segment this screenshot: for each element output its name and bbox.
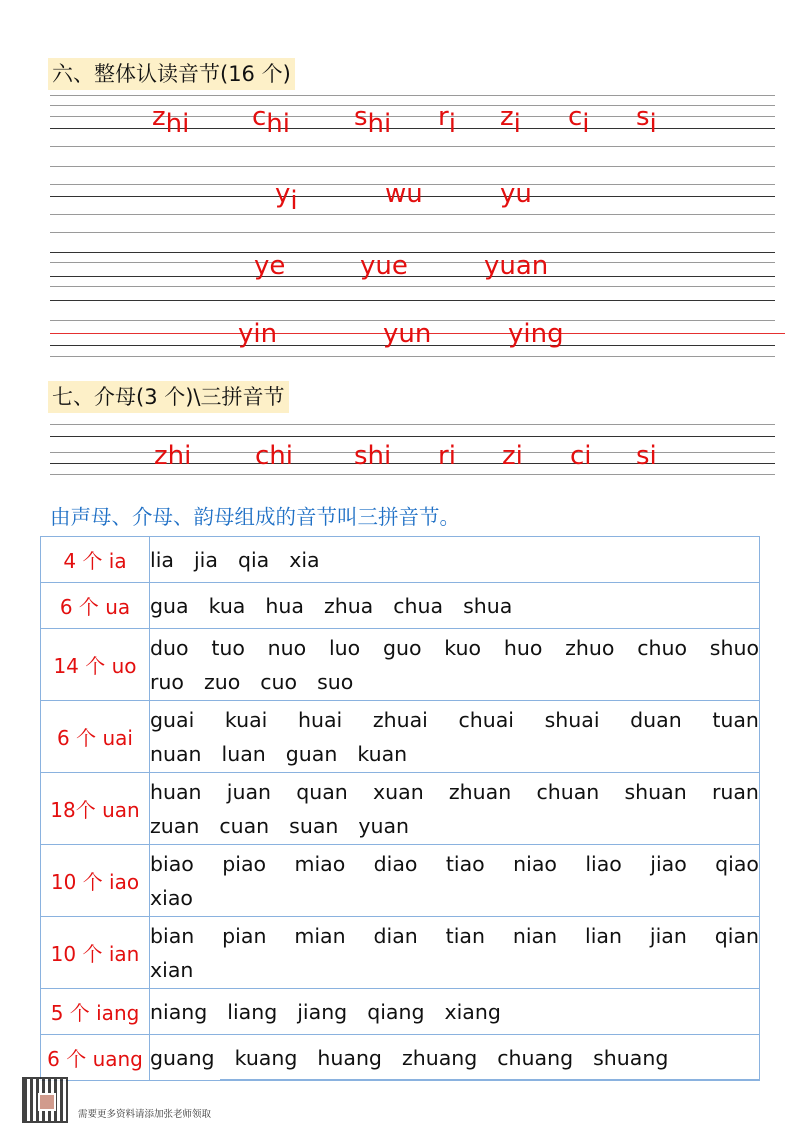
- syllable: pian: [222, 923, 267, 948]
- syllable: si: [636, 102, 657, 139]
- syllable-line: [150, 881, 759, 915]
- syllable-line: [150, 589, 759, 623]
- syllable: xuan: [373, 779, 424, 804]
- syllable: niang: [150, 999, 208, 1024]
- syllable: cuo: [260, 669, 298, 694]
- table-row: [41, 845, 760, 917]
- row-syllables: [150, 917, 760, 989]
- section-6-heading: 六、整体认读音节(16 个): [48, 58, 295, 90]
- syllable: zhi: [154, 441, 192, 471]
- syllable: nian: [512, 923, 558, 948]
- syllable: tuo: [211, 635, 245, 660]
- syllable: ye: [254, 251, 286, 281]
- syllable: shuang: [593, 1045, 669, 1070]
- syllable: chuai: [458, 707, 514, 732]
- syllable: jia: [193, 547, 218, 572]
- syllable: zhuo: [565, 635, 615, 660]
- syllable: ci: [570, 441, 592, 471]
- syllable: yue: [360, 251, 408, 281]
- syllable: kuo: [444, 635, 482, 660]
- table-row: [41, 1035, 760, 1081]
- row-syllables: [150, 845, 760, 917]
- syllable: guo: [382, 635, 422, 660]
- table-row: [41, 629, 760, 701]
- syllable: huan: [150, 779, 202, 804]
- syllable: kuai: [224, 707, 268, 732]
- syllable: tian: [445, 923, 485, 948]
- syllable: lia: [150, 547, 174, 572]
- syllable-line: [150, 665, 759, 699]
- syllable: kua: [208, 593, 246, 618]
- syllable: nuo: [267, 635, 307, 660]
- row-label: 18个 uan: [41, 773, 150, 845]
- syllable: shuo: [709, 635, 759, 660]
- syllable: chua: [393, 593, 444, 618]
- syllable: diao: [373, 851, 418, 876]
- syllable: guang: [150, 1045, 215, 1070]
- qr-code-icon: [22, 1077, 68, 1123]
- syllable: dian: [373, 923, 418, 948]
- row-syllables: [150, 583, 760, 629]
- syllable: chi: [252, 102, 290, 139]
- syllable: chuan: [536, 779, 600, 804]
- syllable: qiang: [367, 999, 425, 1024]
- syllable: jian: [649, 923, 687, 948]
- syllable: zhuai: [372, 707, 428, 732]
- syllable: chuang: [497, 1045, 574, 1070]
- syllable: duo: [150, 635, 189, 660]
- syllable: piao: [222, 851, 267, 876]
- syllable-line: [150, 953, 759, 987]
- row-label: 10 个 iao: [41, 845, 150, 917]
- syllable-line: [150, 737, 759, 771]
- syllable: luan: [221, 741, 266, 766]
- syllable: tuan: [712, 707, 759, 732]
- syllable: jiang: [297, 999, 348, 1024]
- syllable: bian: [150, 923, 195, 948]
- syllable: zhi: [152, 102, 190, 139]
- syllable: ying: [508, 319, 564, 349]
- syllable: shuan: [624, 779, 687, 804]
- syllable-line: [150, 703, 759, 737]
- table-row: [41, 773, 760, 845]
- row-syllables: [150, 629, 760, 701]
- syllable: huang: [317, 1045, 382, 1070]
- row-syllables: [150, 773, 760, 845]
- syllable: shuai: [544, 707, 600, 732]
- syllable: quan: [296, 779, 348, 804]
- syllable: liang: [227, 999, 278, 1024]
- syllable: suan: [289, 813, 339, 838]
- syllable: zi: [500, 102, 521, 139]
- row-label: 14 个 uo: [41, 629, 150, 701]
- syllable: wu: [385, 179, 423, 209]
- row-label: 6 个 uai: [41, 701, 150, 773]
- table-bottom-line: [220, 1079, 760, 1080]
- syllable: ri: [438, 441, 456, 471]
- syllable-line: [150, 1041, 759, 1075]
- syllable: ruo: [150, 669, 184, 694]
- syllable: chi: [255, 441, 293, 471]
- table-row: [41, 537, 760, 583]
- syllable: guan: [285, 741, 338, 766]
- syllable-line: [150, 995, 759, 1029]
- syllable: yuan: [484, 251, 549, 281]
- syllable: zhuang: [401, 1045, 478, 1070]
- syllable: zuo: [203, 669, 241, 694]
- table-row: [41, 989, 760, 1035]
- syllable: zuan: [150, 813, 200, 838]
- syllable: shi: [354, 441, 392, 471]
- row-label: 10 个 ian: [41, 917, 150, 989]
- section-7-heading: 七、介母(3 个)\三拼音节: [48, 381, 289, 413]
- syllable-table: [40, 536, 760, 1081]
- syllable-line: [150, 631, 759, 665]
- syllable-line: [150, 919, 759, 953]
- syllable: luo: [328, 635, 361, 660]
- row-label: 4 个 ia: [41, 537, 150, 583]
- syllable: chuo: [637, 635, 688, 660]
- syllable: zi: [502, 441, 523, 471]
- syllable: qiao: [715, 851, 759, 876]
- syllable: lian: [585, 923, 622, 948]
- syllable: ruan: [711, 779, 759, 804]
- row-label: 5 个 iang: [41, 989, 150, 1035]
- row-syllables: [150, 1035, 760, 1081]
- syllable: suo: [317, 669, 354, 694]
- syllable: tiao: [445, 851, 485, 876]
- syllable-line: [150, 809, 759, 843]
- syllable: yuan: [358, 813, 410, 838]
- syllable-line: [150, 775, 759, 809]
- footer-text: 需要更多资料请添加张老师领取: [78, 1109, 212, 1120]
- syllable: xia: [289, 547, 320, 572]
- syllable: biao: [150, 851, 194, 876]
- syllable: zhua: [323, 593, 374, 618]
- syllable: cuan: [219, 813, 270, 838]
- table-row: [41, 701, 760, 773]
- syllable: kuan: [357, 741, 408, 766]
- definition-note: 由声母、介母、韵母组成的音节叫三拼音节。: [50, 505, 460, 529]
- syllable: hua: [265, 593, 304, 618]
- syllable: ri: [438, 102, 456, 139]
- syllable-line: [150, 543, 759, 577]
- syllable: liao: [585, 851, 622, 876]
- syllable: yu: [500, 179, 532, 209]
- syllable: huai: [297, 707, 343, 732]
- syllable: mian: [294, 923, 346, 948]
- syllable: jiao: [650, 851, 687, 876]
- syllable: shi: [354, 102, 392, 139]
- syllable: shua: [463, 593, 513, 618]
- row-syllables: [150, 989, 760, 1035]
- syllable: si: [636, 441, 657, 471]
- table-row: [41, 917, 760, 989]
- row-syllables: [150, 701, 760, 773]
- syllable: huo: [503, 635, 543, 660]
- syllable: guai: [150, 707, 195, 732]
- syllable: xiang: [444, 999, 501, 1024]
- syllable: yun: [383, 319, 432, 349]
- row-syllables: [150, 537, 760, 583]
- syllable: xian: [150, 957, 194, 982]
- syllable: miao: [294, 851, 346, 876]
- syllable: ci: [568, 102, 590, 139]
- syllable-line: [150, 847, 759, 881]
- syllable: duan: [630, 707, 682, 732]
- syllable: xiao: [150, 885, 193, 910]
- row-label: 6 个 ua: [41, 583, 150, 629]
- syllable: juan: [226, 779, 272, 804]
- table-row: [41, 583, 760, 629]
- row-label: 6 个 uang: [41, 1035, 150, 1081]
- syllable: zhuan: [448, 779, 512, 804]
- syllable: nuan: [150, 741, 202, 766]
- syllable: qia: [237, 547, 270, 572]
- syllable: kuang: [234, 1045, 298, 1070]
- syllable: niao: [513, 851, 557, 876]
- syllable: gua: [150, 593, 189, 618]
- syllable: qian: [714, 923, 759, 948]
- syllable: yi: [275, 179, 298, 216]
- syllable: yin: [238, 319, 278, 349]
